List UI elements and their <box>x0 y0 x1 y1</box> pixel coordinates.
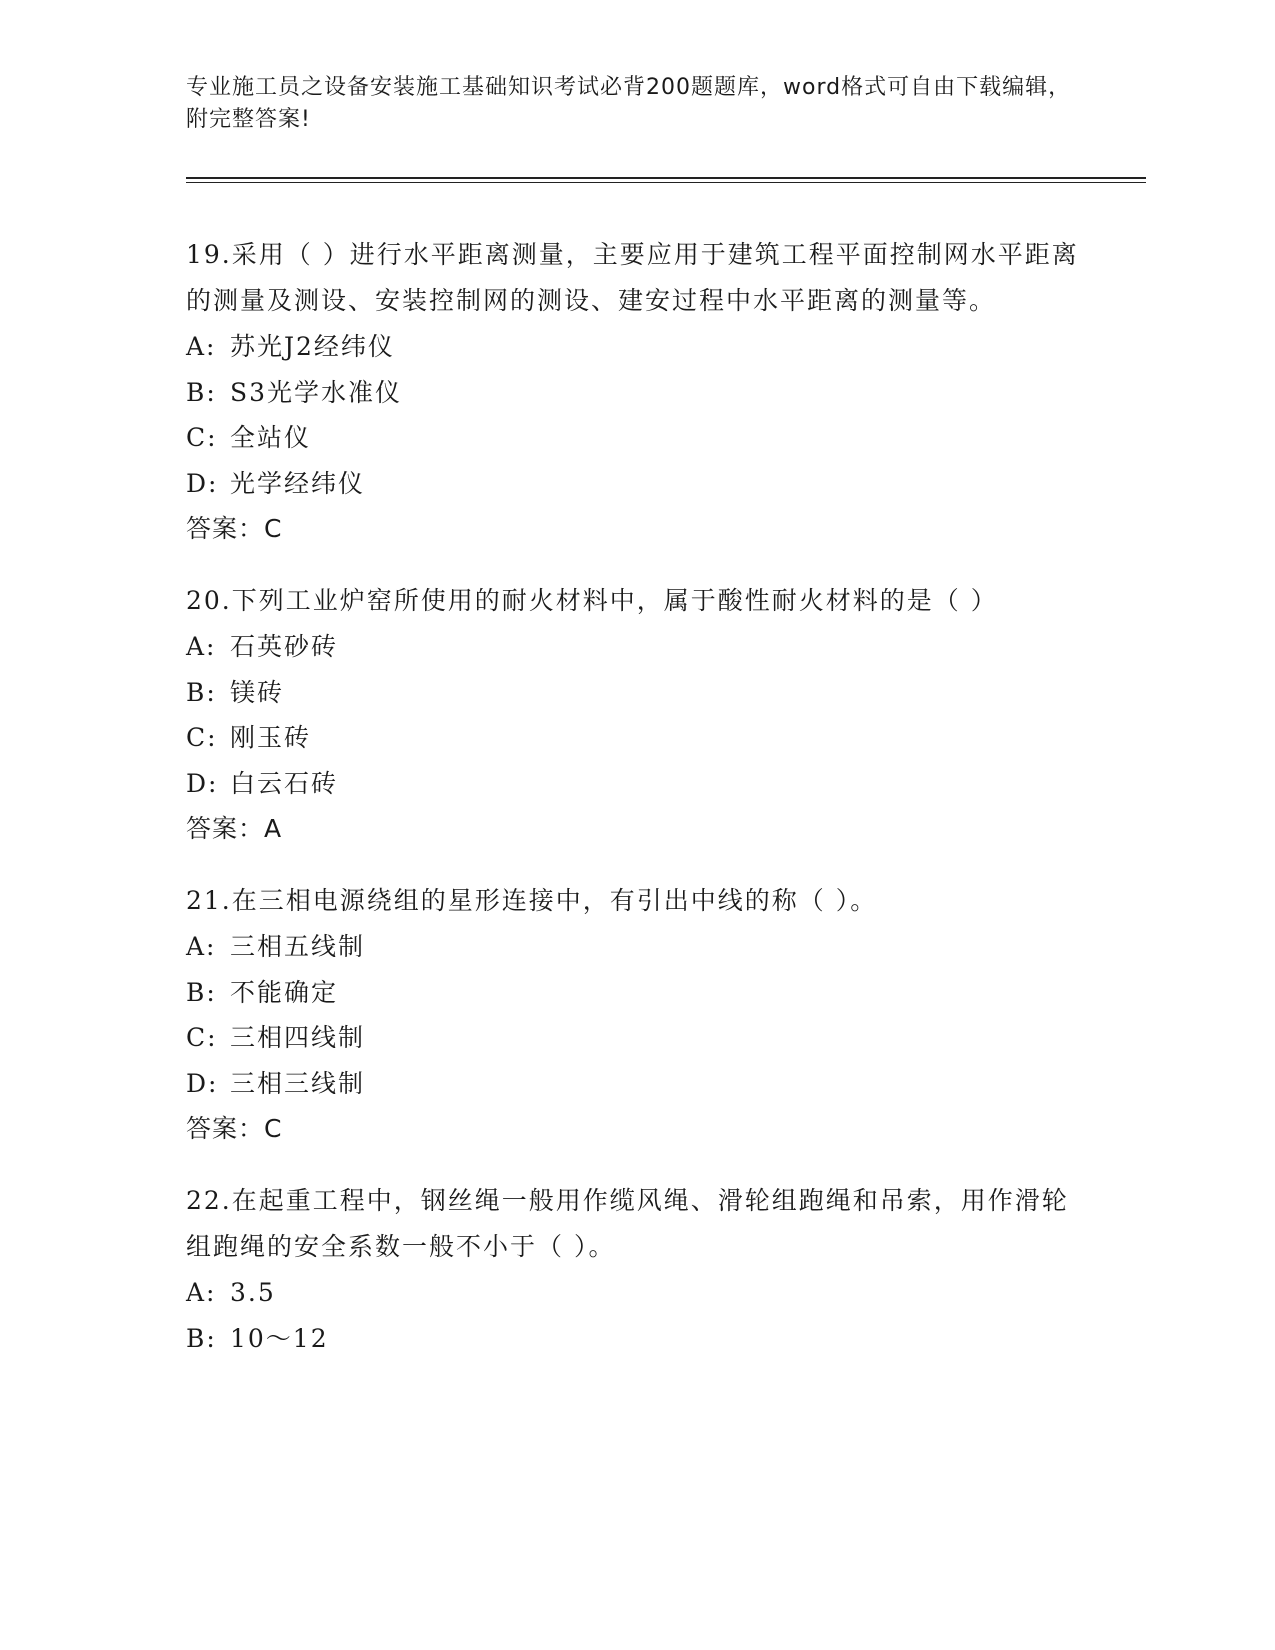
question-21 <box>186 878 1086 1152</box>
option-d <box>186 461 1086 507</box>
answer-line: 答案：A <box>186 814 283 843</box>
option-key: D: <box>186 768 219 798</box>
option-key: C: <box>186 723 218 752</box>
header-divider-thin <box>186 182 1146 183</box>
option-key: A: <box>186 332 217 361</box>
option-b <box>186 970 1086 1016</box>
option-text: S3光学水准仪 <box>230 377 403 407</box>
option-key: D: <box>186 468 219 498</box>
option-c <box>186 415 1086 461</box>
option-text: 三相四线制 <box>230 1023 366 1052</box>
answer-line: 答案：C <box>186 1114 283 1143</box>
option-c <box>186 1015 1086 1061</box>
option-text: 三相五线制 <box>230 932 366 961</box>
question-text: 22.在起重工程中，钢丝绳一般用作缆风绳、滑轮组跑绳和吊索，用作滑轮组跑绳的安全系数一般不小于（ ）。 <box>186 1186 1069 1261</box>
option-text: 石英砂砖 <box>230 632 339 661</box>
option-text: 苏光J2经纬仪 <box>230 332 395 361</box>
question-text: 19.采用（ ）进行水平距离测量，主要应用于建筑工程平面控制网水平距离的测量及测设、安装控制网的测设、建安过程中水平距离的测量等。 <box>186 240 1079 315</box>
answer-line: 答案：C <box>186 514 283 543</box>
option-a <box>186 924 1086 970</box>
header-divider-thick <box>186 177 1146 179</box>
option-text: 10～12 <box>230 1323 329 1353</box>
option-text: 刚玉砖 <box>230 723 312 752</box>
option-a <box>186 624 1086 670</box>
option-c <box>186 715 1086 761</box>
option-key: B: <box>186 377 217 407</box>
option-d <box>186 1061 1086 1107</box>
question-text: 21.在三相电源绕组的星形连接中，有引出中线的称（ ）。 <box>186 886 878 915</box>
option-key: B: <box>186 1323 217 1353</box>
option-b <box>186 670 1086 716</box>
option-key: D: <box>186 1068 219 1098</box>
option-text: 光学经纬仪 <box>230 468 366 498</box>
question-list <box>186 232 1086 1387</box>
option-d <box>186 761 1086 807</box>
option-key: B: <box>186 977 217 1007</box>
option-key: B: <box>186 677 217 707</box>
question-22 <box>186 1178 1086 1361</box>
option-text: 3.5 <box>230 1278 276 1307</box>
option-b <box>186 1316 1086 1362</box>
question-19 <box>186 232 1086 552</box>
option-text: 全站仪 <box>230 423 312 452</box>
option-key: A: <box>186 1278 217 1307</box>
question-20 <box>186 578 1086 852</box>
option-a <box>186 324 1086 370</box>
option-key: A: <box>186 932 217 961</box>
option-b <box>186 370 1086 416</box>
option-text: 不能确定 <box>230 977 339 1007</box>
option-key: C: <box>186 1023 218 1052</box>
option-key: C: <box>186 423 218 452</box>
option-text: 白云石砖 <box>230 768 339 798</box>
page-header-title: 专业施工员之设备安装施工基础知识考试必背200题题库，word格式可自由下载编辑，附完整答案! <box>186 75 1072 132</box>
option-text: 三相三线制 <box>230 1068 366 1098</box>
question-text: 20.下列工业炉窑所使用的耐火材料中，属于酸性耐火材料的是（ ） <box>186 586 998 615</box>
option-a <box>186 1270 1086 1316</box>
option-key: A: <box>186 632 217 661</box>
option-text: 镁砖 <box>230 677 285 707</box>
